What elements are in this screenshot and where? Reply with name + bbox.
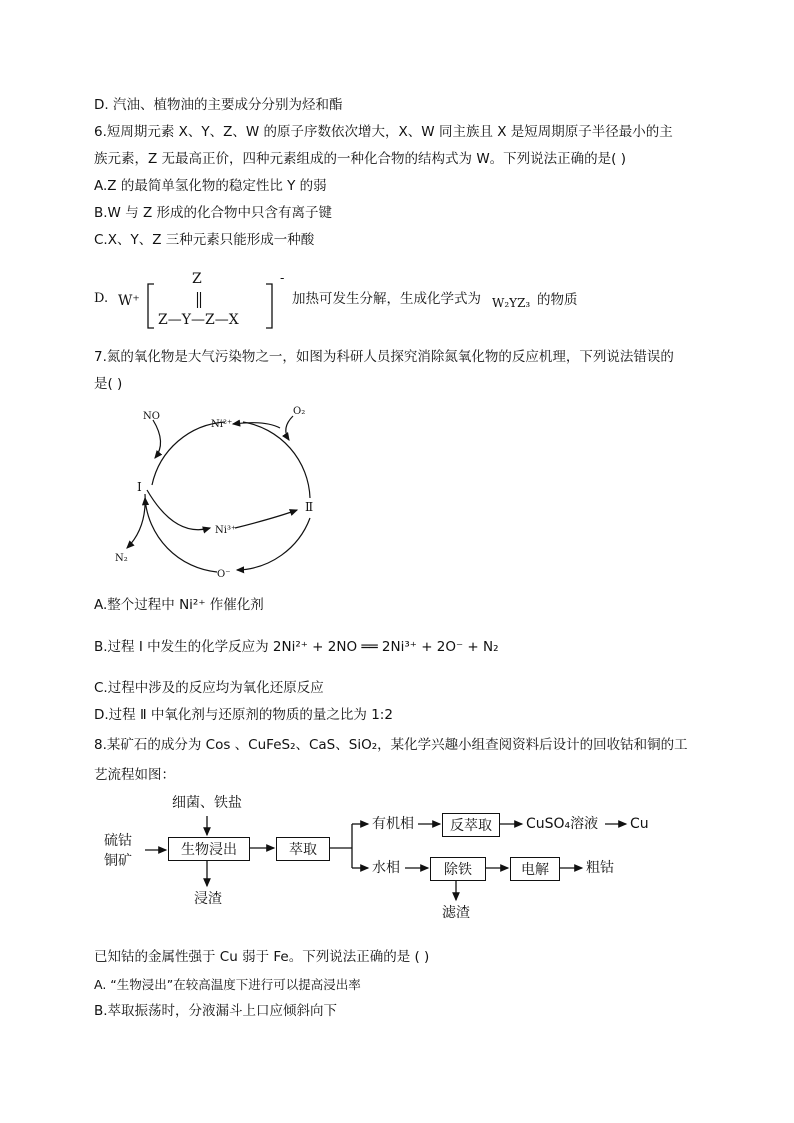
aqueous-phase-label: 水相 — [372, 860, 400, 876]
question-7-stem: 7.氮的氧化物是大气污染物之一，如图为科研人员探究消除氮氧化物的反应机理，下列说法错误的 — [94, 349, 674, 365]
text-line: 的物质 — [537, 292, 578, 308]
text-line: 已知钴的金属性强于 Cu 弱于 Fe。下列说法正确的是 ( ) — [94, 949, 430, 965]
cation: W⁺ — [118, 293, 140, 309]
text-line: 族元素，Z 无最高正价，四种元素组成的一种化合物的结构式为 W。下列说法正确的是( ) — [94, 151, 627, 167]
option-d-label: D. — [94, 291, 109, 306]
back-extract-box: 反萃取 — [442, 813, 500, 837]
bio-leach-box: 生物浸出 — [168, 837, 250, 861]
n2-label: N₂ — [115, 553, 128, 564]
cuso4-label: CuSO₄溶液 — [526, 816, 599, 832]
option-b: B.萃取振荡时，分液漏斗上口应倾斜向下 — [94, 1003, 338, 1019]
ni2-label: Ni²⁺ — [211, 419, 233, 430]
top-atom: Z — [192, 271, 202, 287]
option-d: D.过程 Ⅱ 中氧化剂与还原剂的物质的量之比为 1:2 — [94, 707, 393, 723]
process-flow-diagram — [100, 790, 660, 930]
filter-residue-label: 滤渣 — [442, 905, 470, 921]
text-line: 是( ) — [94, 376, 123, 392]
o2-label: O₂ — [293, 406, 306, 417]
option-b: B.过程 Ⅰ 中发生的化学反应为 2Ni²⁺ + 2NO ══ 2Ni³⁺ + 2O⁻ + N₂ — [94, 639, 499, 655]
leach-residue-label: 浸渣 — [194, 891, 222, 907]
question-8-stem: 8.某矿石的成分为 Cos 、CuFeS₂、CaS、SiO₂，某化学兴趣小组查阅资料后设计的回收钴和铜的工 — [94, 737, 688, 753]
ore-label-1: 硫钴 — [104, 833, 132, 849]
atom-chain: Z—Y—Z—X — [158, 312, 239, 328]
option-d-structure — [94, 268, 531, 338]
question-6-stem: 6.短周期元素 X、Y、Z、W 的原子序数依次增大，X、W 同主族且 X 是短周期原子半径最小的主 — [94, 124, 673, 140]
electrolysis-box: 电解 — [510, 857, 560, 881]
reagents-label: 细菌、铁盐 — [172, 795, 242, 811]
option-a: A.整个过程中 Ni²⁺ 作催化剂 — [94, 597, 264, 613]
option-c: C.X、Y、Z 三种元素只能形成一种酸 — [94, 232, 315, 248]
crude-co-label: 粗钴 — [586, 860, 614, 876]
formula: W₂YZ₃ — [492, 296, 531, 310]
ni3-label: Ni³⁺ — [215, 525, 237, 536]
cu-label: Cu — [630, 816, 649, 832]
option-a: A. “生物浸出”在较高温度下进行可以提高浸出率 — [94, 977, 361, 992]
step-2-label: Ⅱ — [305, 500, 314, 514]
extract-box: 萃取 — [276, 837, 330, 861]
text-line: 加热可发生分解，生成化学式为 — [292, 291, 481, 307]
text-line: 艺流程如图： — [94, 767, 175, 783]
option-b: B.W 与 Z 形成的化合物中只含有离子键 — [94, 205, 333, 221]
option-c: C.过程中涉及的反应均为氧化还原反应 — [94, 680, 324, 696]
charge: - — [280, 271, 285, 286]
step-1-label: Ⅰ — [137, 480, 142, 494]
no-label: NO — [143, 411, 160, 422]
organic-phase-label: 有机相 — [372, 816, 414, 832]
option-a: A.Z 的最简单氢化物的稳定性比 Y 的弱 — [94, 178, 327, 194]
text-line: D. 汽油、植物油的主要成分分别为烃和酯 — [94, 97, 343, 113]
ore-label-2: 铜矿 — [104, 853, 132, 869]
remove-fe-box: 除铁 — [430, 857, 486, 881]
o-minus-label: O⁻ — [217, 569, 231, 580]
reaction-cycle-diagram — [105, 398, 335, 588]
